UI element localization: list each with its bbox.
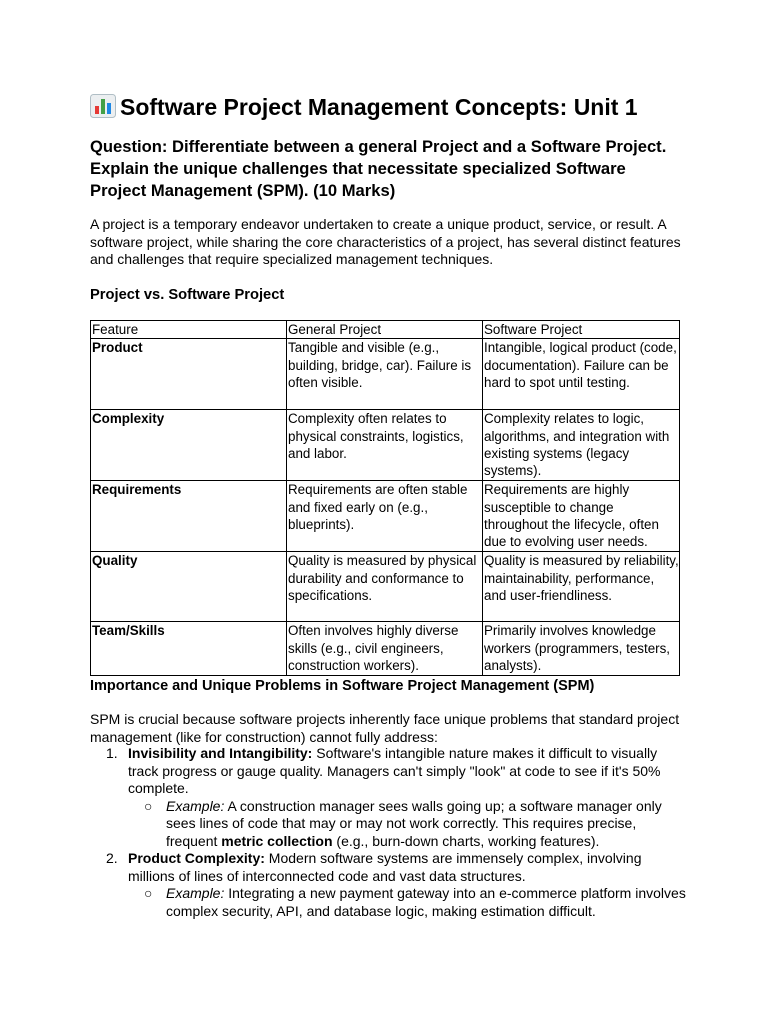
example-text-end: (e.g., burn-down charts, working features). xyxy=(332,832,600,849)
table-cell-general: Requirements are often stable and fixed early on (e.g., blueprints). xyxy=(287,481,483,552)
table-row xyxy=(91,339,680,410)
example-text: Integrating a new payment gateway into an e-commerce platform involves complex security, API, and database logic, making estimation difficult. xyxy=(166,885,686,919)
table-row xyxy=(91,410,680,481)
comparison-table xyxy=(90,320,680,676)
table-cell-software: Intangible, logical product (code, documentation). Failure can be hard to spot until testing. xyxy=(483,339,680,410)
list-item xyxy=(90,745,690,850)
example-label: Example: xyxy=(166,885,225,901)
page-title-text: Software Project Management Concepts: Unit 1 xyxy=(120,94,638,120)
table-header-cell: General Project xyxy=(287,321,483,339)
table-cell-general: Tangible and visible (e.g., building, bridge, car). Failure is often visible. xyxy=(287,339,483,410)
problem-text: Software's intangible nature makes it difficult to visually track progress or gauge quality. Managers can't simply "look" at code to see if it's 50% complete. xyxy=(128,745,661,796)
section-heading-spm: Importance and Unique Problems in Software Project Management (SPM) xyxy=(90,678,595,694)
table-cell-software: Requirements are highly susceptible to change throughout the lifecycle, often due to evolving user needs. xyxy=(483,481,680,552)
example-item xyxy=(128,798,690,851)
hollow-bullet-icon: ○ xyxy=(144,797,153,814)
table-cell-general: Often involves highly diverse skills (e.g., civil engineers, construction workers). xyxy=(287,622,483,676)
table-cell-feature: Team/Skills xyxy=(91,622,287,676)
example-text: A construction manager sees walls going up; a software manager only sees lines of code that may or may not work correctly. This requires precise, frequent xyxy=(166,797,662,849)
table-cell-feature: Requirements xyxy=(91,481,287,552)
bar-chart-icon xyxy=(90,94,116,118)
intro-paragraph: A project is a temporary endeavor undertaken to create a unique product, service, or result. A software project, while sharing the core characteristics of a project, has several distinct features and challenges that require specialized management techniques. xyxy=(90,216,681,267)
list-number: 2. xyxy=(106,850,118,866)
problem-label: Invisibility and Intangibility: xyxy=(128,745,313,761)
problems-list xyxy=(90,745,690,920)
table-header-cell: Software Project xyxy=(483,321,680,339)
table-cell-general: Complexity often relates to physical constraints, logistics, and labor. xyxy=(287,410,483,481)
question-heading: Question: Differentiate between a general Project and a Software Project. Explain the unique challenges that necessitate specialized Software Project Management (SPM). (10 Marks) xyxy=(90,137,667,200)
table-cell-software: Quality is measured by reliability, maintainability, performance, and user-friendliness. xyxy=(483,552,680,622)
example-bold-term: metric collection xyxy=(221,832,333,849)
list-item xyxy=(90,850,690,920)
example-list xyxy=(128,885,690,920)
table-cell-software: Complexity relates to logic, algorithms, and integration with existing systems (legacy systems). xyxy=(483,410,680,481)
example-list xyxy=(128,798,690,851)
table-cell-software: Primarily involves knowledge workers (programmers, testers, analysts). xyxy=(483,622,680,676)
section-heading-comparison: Project vs. Software Project xyxy=(90,287,285,303)
table-cell-feature: Product xyxy=(91,339,287,410)
hollow-bullet-icon: ○ xyxy=(144,885,153,901)
problem-text: Modern software systems are immensely complex, involving millions of lines of interconnected code and vast data structures. xyxy=(128,850,642,884)
problem-label: Product Complexity: xyxy=(128,850,265,866)
table-row xyxy=(91,552,680,622)
spm-intro-paragraph: SPM is crucial because software projects inherently face unique problems that standard project management (like for construction) cannot fully address: xyxy=(90,711,680,745)
example-label: Example: xyxy=(166,797,225,814)
table-header-cell: Feature xyxy=(91,321,287,339)
table-cell-general: Quality is measured by physical durability and conformance to specifications. xyxy=(287,552,483,622)
page-title xyxy=(90,92,730,122)
table-cell-feature: Quality xyxy=(91,552,287,622)
table-row xyxy=(91,481,680,552)
example-item xyxy=(128,885,690,920)
table-row xyxy=(91,622,680,676)
list-number: 1. xyxy=(106,745,118,761)
table-cell-feature: Complexity xyxy=(91,410,287,481)
table-header-row xyxy=(91,321,680,339)
